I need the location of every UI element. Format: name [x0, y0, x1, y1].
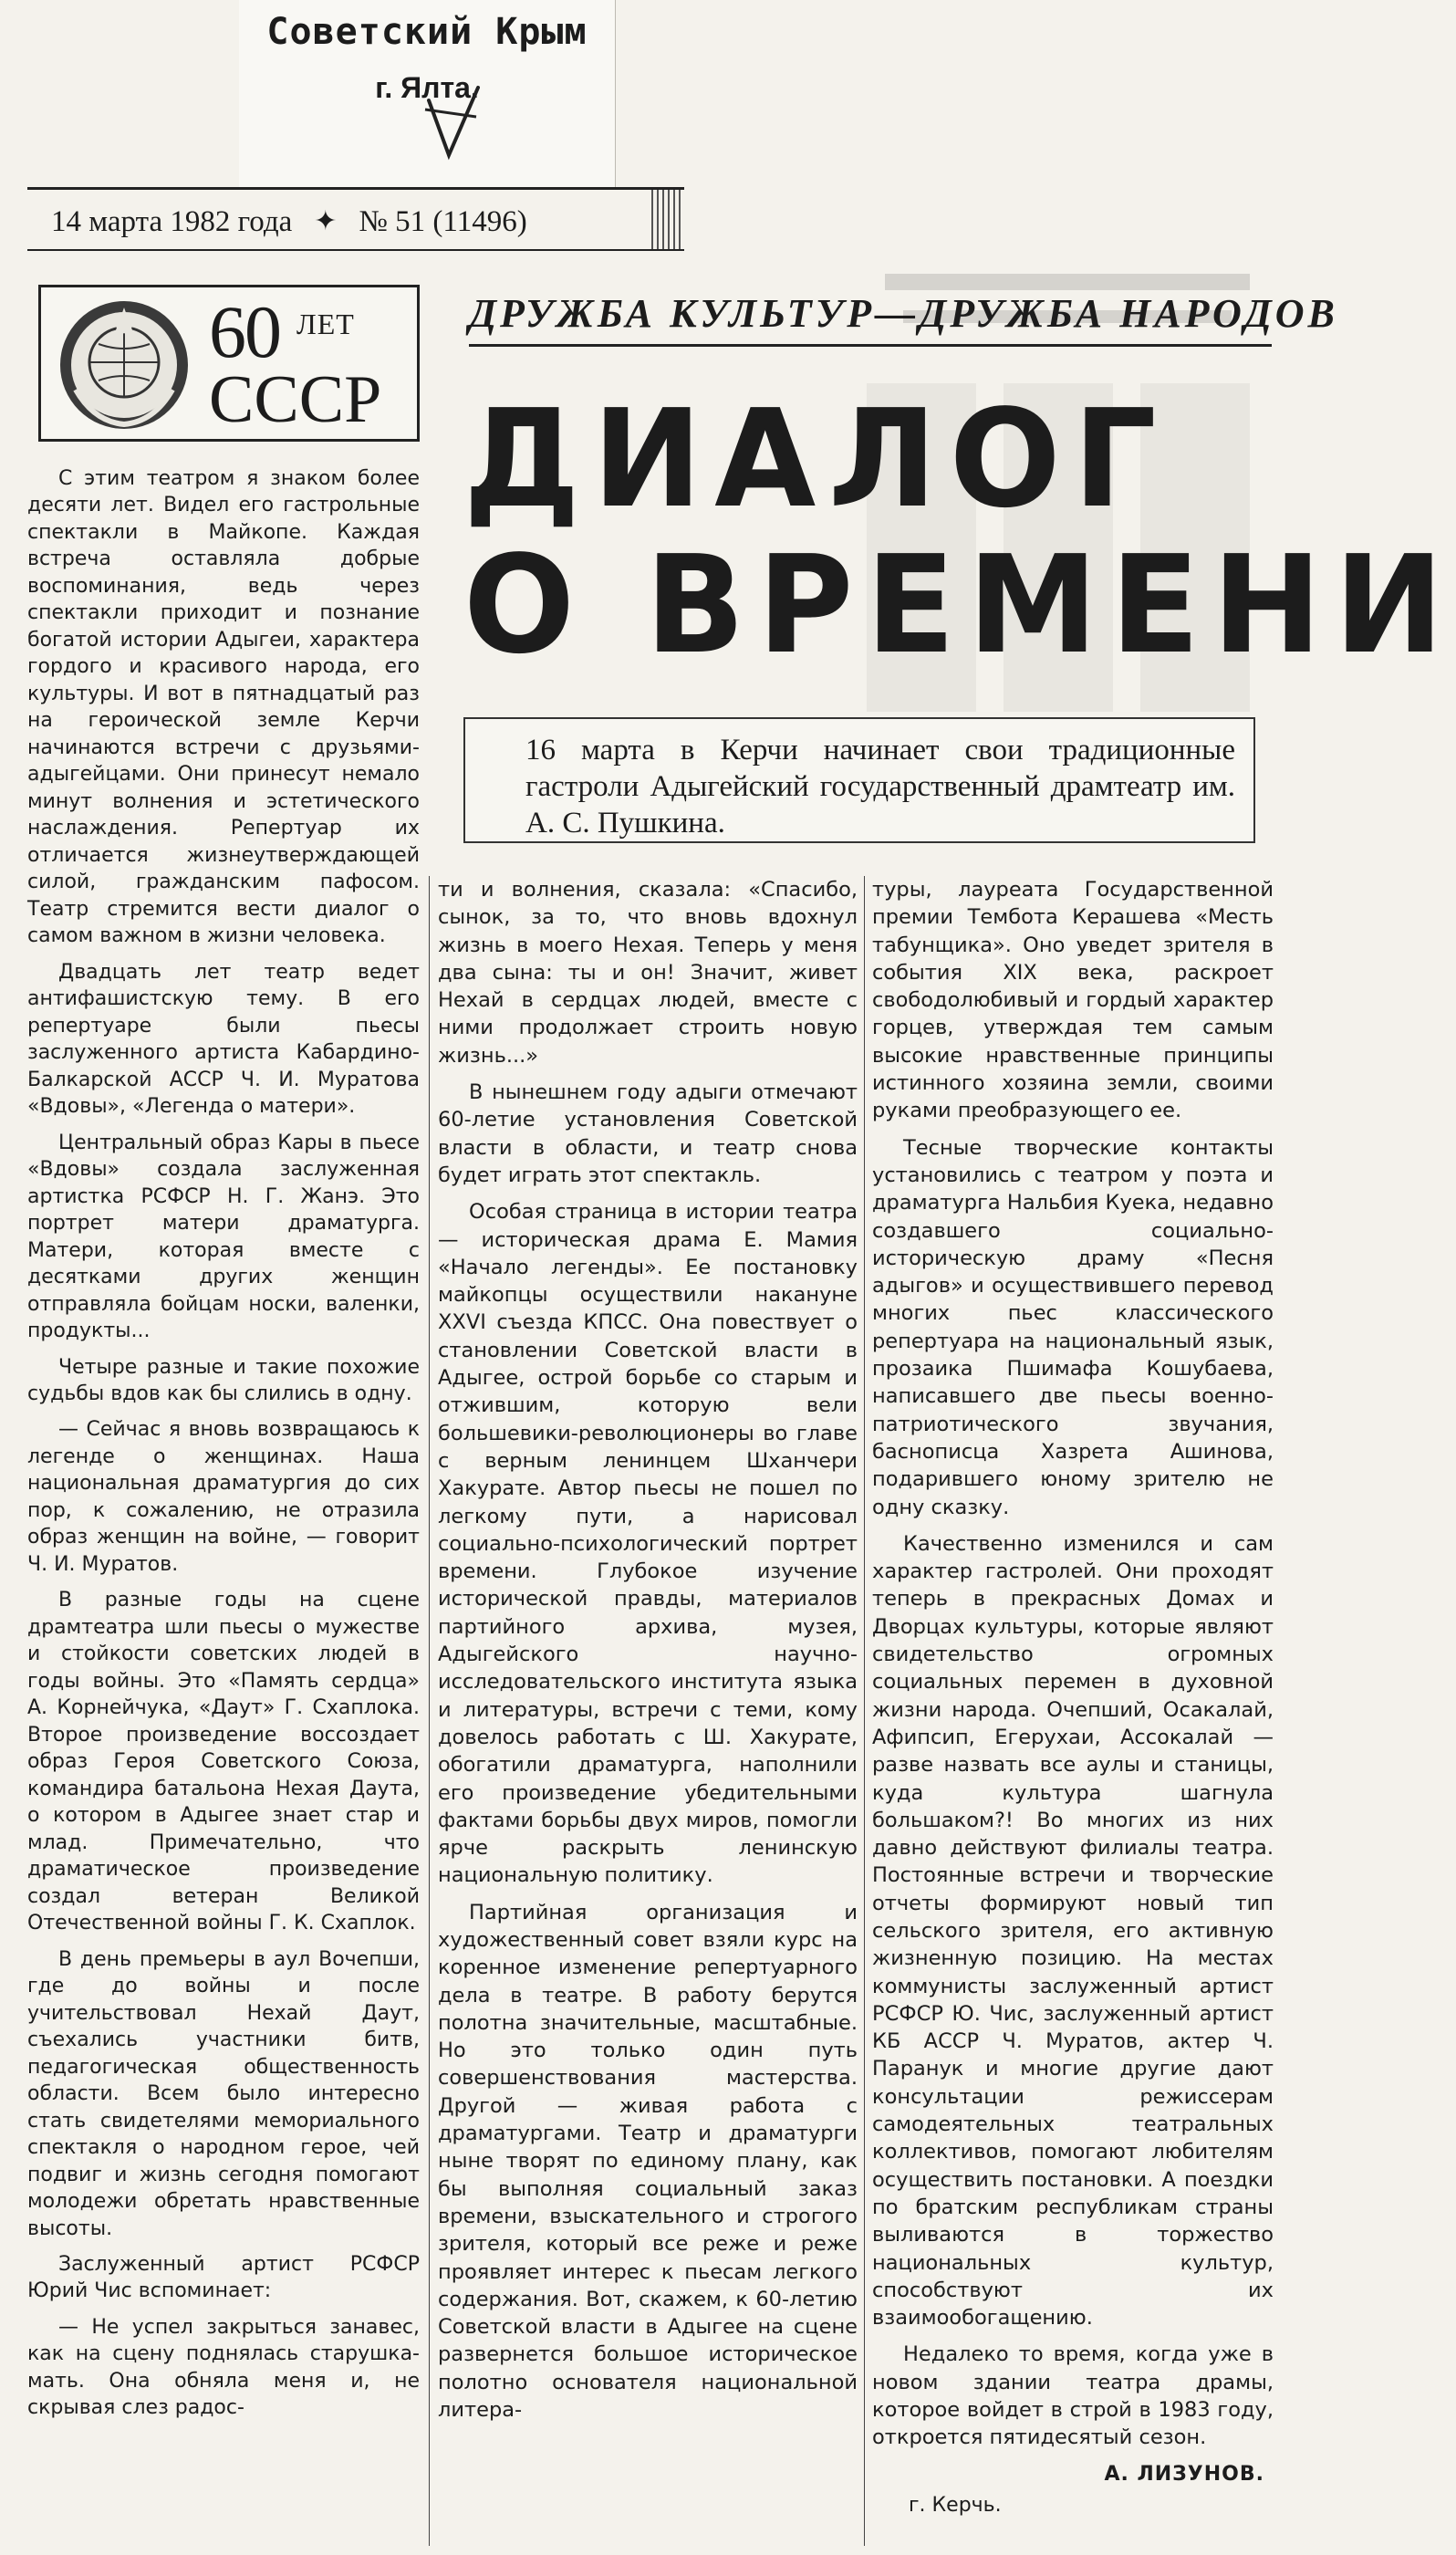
article-paragraph: — Не успел закрыться занавес, как на сцену поднялась старушка-мать. Она обняла меня и, не скрывая слез радос-: [27, 2315, 420, 2420]
ussr-60-years-emblem: [38, 285, 420, 442]
hatched-edge: [651, 190, 684, 249]
article-paragraph: Двадцать лет театр ведет антифашистскую тему. В его репертуаре были пьесы заслуженного артиста Кабардино-Балкарской АССР Ч. И. Муратова «Вдовы», «Легенда о матери».: [27, 960, 420, 1119]
headline-line-1: ДИАЛОГ: [463, 381, 1170, 537]
article-paragraph: Четыре разные и такие похожие судьбы вдов как бы слились в одну.: [27, 1355, 420, 1405]
ussr-coat-of-arms-icon: [57, 298, 191, 432]
dateline-place: г. Керчь.: [909, 2493, 1002, 2517]
issue-number: № 51 (11496): [359, 205, 527, 238]
column-rule: [864, 876, 865, 2546]
author-signature: А. ЛИЗУНОВ.: [1104, 2462, 1264, 2486]
article-paragraph: ти и волнения, сказала: «Спасибо, сынок, за то, что вновь вдохнул жизнь в моего Нехая. Теперь у меня два сына: ты и он! Значит, живет Нехай в сердцах людей, вместе с ними продолжает строить новую жизнь...»: [438, 878, 858, 1068]
article-paragraph: Заслуженный артист РСФСР Юрий Чис вспоминает:: [27, 2253, 420, 2303]
masthead-label: [239, 0, 616, 188]
article-paragraph: В разные годы на сцене драмтеатра шли пьесы о мужестве и стойкости советских людей в годы войны. Это «Память сердца» А. Корнейчука, «Даут» Г. Схаплока. Второе произведение воссоздает образ Героя Советского Союза, командира батальона Нехая Даута, о котором в Адыгее знает стар и млад. Примечательно, что драматическое произведение создал ветеран Великой Отечественной войны Г. К. Схаплок.: [27, 1589, 420, 1935]
article-column-1: [27, 465, 420, 2546]
article-paragraph: В нынешнем году адыги отмечают 60-летие установления Советской власти в области, и театр снова будет играть этот спектакль.: [438, 1080, 858, 1187]
article-paragraph: Партийная организация и художественный совет взяли курс на коренное изменение репертуарного дела в театре. В работу берутся полотна значительные, масштабные. Но это только один путь совершенствования мастерства. Другой — живая работа с драматургами. Театр и драматурги ныне творят по единому плану, как бы выполняя социальный заказ времени, взыскательного и строгого зрителя, который все реже и реже проявляет интерес к пьесам легкого содержания. Вот, скажем, к 60-летию Советской власти в Адыгее на сцене развернется большое историческое полотно основателя национальной литера-: [438, 1900, 858, 2423]
newspaper-city: г. Ялта.: [375, 71, 479, 104]
article-column-3: [872, 876, 1274, 2546]
article-paragraph: Качественно изменился и сам характер гастролей. Они проходят теперь в прекрасных Домах и Дворцах культуры, которые являют свидетельство огромных социальных перемен в духовной жизни народа. Очепший, Осакалай, Афипсип, Егерухаи, Ассокалай — разве назвать все аулы и станицы, куда культура шагнула большаком?! Во многих из них давно действуют филиалы театра. Постоянные встречи и творческие отчеты формируют новый тип сельского зрителя, его активную жизненную позицию. На местах коммунисты заслуженный артист РСФСР Ю. Чис, заслуженный артист КБ АССР Ч. Муратов, актер Ч. Паранук и многие другие дают консультации режиссерам самодеятельных театральных коллективов, помогают любителям осуществить постановки. А поездки по братским республикам страны выливаются в торжество национальных культур, способствуют их взаимообогащению.: [872, 1531, 1274, 2331]
article-column-3-body: [872, 876, 1274, 2452]
article-paragraph: Тесные творческие контакты установились с театром у поэта и драматурга Нальбия Куека, недавно создавшего социально-историческую драму «Песня адыгов» и осуществившего перевод многих пьес классического репертуара на национальный язык, прозаика Пшимафа Кошубаева, написавшего две пьесы военно-патриотического звучания, баснописца Хазрета Ашинова, подарившего юному зрителю не одну сказку.: [872, 1135, 1274, 1519]
column-rule: [429, 876, 430, 2546]
issue-dateline: [27, 187, 684, 251]
issue-date: 14 марта 1982 года: [51, 205, 293, 238]
lead-paragraph: 16 марта в Керчи начинает свои традиционные гастроли Адыгейский государственный драмтеатр им. А. С. Пушкина.: [463, 717, 1255, 843]
article-paragraph: В день премьеры в аул Вочепши, где до войны и после учительствовал Нехай Даут, съехались участники битв, педагогическая общественность области. Всем было интересно стать свидетелями мемориального спектакля о народном герое, чей подвиг и жизнь сегодня помогают молодежи обретать нравственные высоты.: [27, 1947, 420, 2240]
emblem-years: ЛЕТ: [296, 308, 355, 340]
article-paragraph: Центральный образ Кары в пьесе «Вдовы» создала заслуженная артистка РСФСР Н. Г. Жанэ. Это портрет матери драматурга. Матери, которая вместе с десятками других женщин отправляла бойцам носки, валенки, продукты...: [27, 1131, 420, 1343]
rubric-kicker: ДРУЖБА КУЛЬТУР—ДРУЖБА НАРОДОВ: [469, 290, 1272, 347]
article-paragraph: Особая страница в истории театра — историческая драма Е. Мамия «Начало легенды». Ее постановку майкопцы осуществили накануне XXVI съезда КПСС. Она повествует о становлении Советской власти в Адыгее, острой борьбе со старым и отжившим, которую вели большевики-революционеры во главе с верным ленинцем Шханчери Хакурате. Автор пьесы не пошел по легкому пути, а нарисовал социально-психологический портрет времени. Глубокое изучение исторической правды, материалов партийного архива, музея, Адыгейского научно-исследовательского института языка и литературы, встречи с теми, кому довелось работать с Ш. Хакурате, обогатили драматурга, наполнили его произведение убедительными фактами борьбы двух миров, помогли ярче раскрыть ленинскую национальную политику.: [438, 1200, 858, 1888]
headline-line-2: О ВРЕМЕНИ: [463, 527, 1456, 683]
emblem-country: СССР: [209, 362, 382, 437]
newspaper-name: Советский Крым: [266, 11, 588, 53]
star-separator-icon: ✦: [314, 206, 338, 236]
article-paragraph: — Сейчас я вновь возвращаюсь к легенде о женщинах. Наша национальная драматургия до сих пор, к сожалению, не отразила образ женщин на войне, — говорит Ч. И. Муратов.: [27, 1418, 420, 1576]
article-column-2: [438, 876, 858, 2546]
article-paragraph: Недалеко то время, когда уже в новом здании театра драмы, которое войдет в строй в 1983 году, откроется пятидесятый сезон.: [872, 2342, 1274, 2450]
emblem-number: 60: [209, 290, 280, 373]
handwritten-check-mark: [421, 82, 485, 164]
article-paragraph: С этим театром я знаком более десяти лет. Видел его гастрольные спектакли в Майкопе. Каждая встреча оставляла добрые воспоминания, ведь через спектакли приходит и познание богатой истории Адыгеи, характера гордого и красивого народа, его культуры. И вот в пятнадцатый раз на героической земле Керчи начинаются встречи с друзьями-адыгейцами. Они принесут немало минут волнения и эстетического наслаждения. Репертуар их отличается жизнеутверждающей силой, гражданским пафосом. Театр стремится вести диалог о самом важном в жизни человека.: [27, 467, 420, 948]
article-paragraph: туры, лауреата Государственной премии Тембота Керашева «Месть табунщика». Оно уведет зрителя в события XIX века, раскроет свободолюбивый и гордый характер горцев, утверждая тем самым высокие нравственные принципы истинного хозяина земли, своими руками преобразующего ее.: [872, 878, 1274, 1123]
